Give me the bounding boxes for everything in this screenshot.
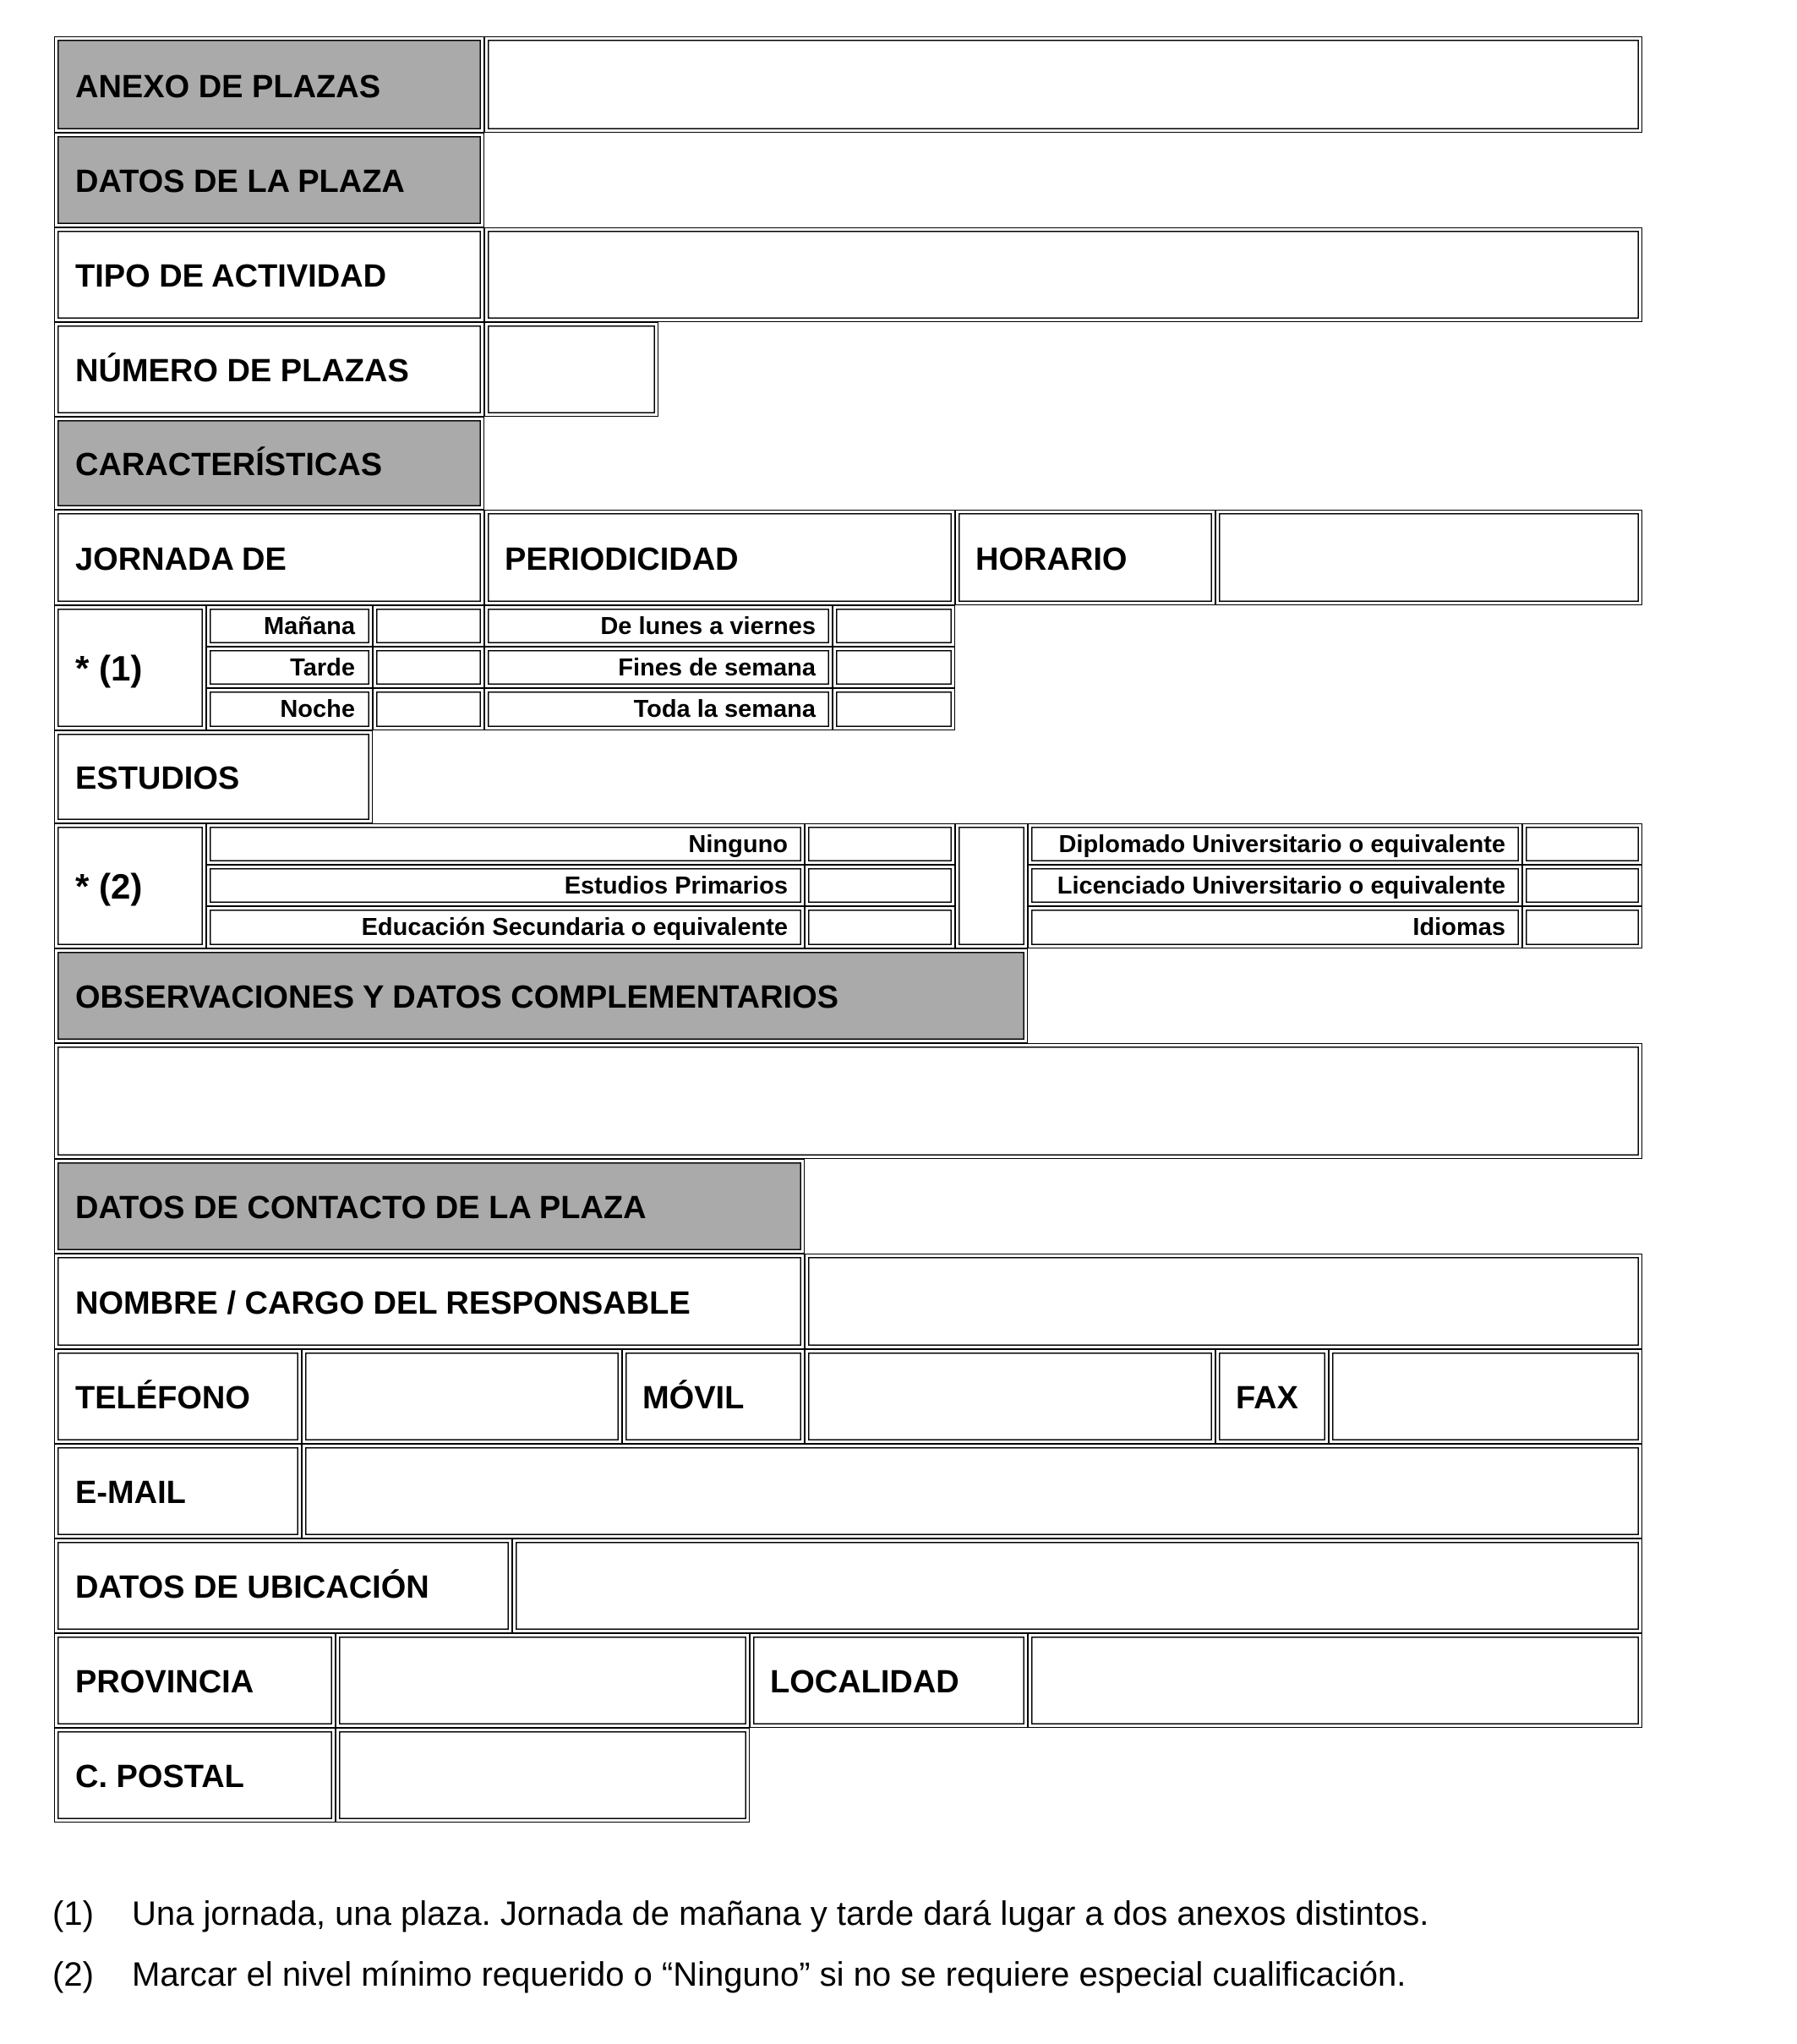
- observaciones-label: OBSERVACIONES Y DATOS COMPLEMENTARIOS: [75, 980, 838, 1015]
- contacto-label: DATOS DE CONTACTO DE LA PLAZA: [75, 1190, 647, 1226]
- telefono-label: TELÉFONO: [75, 1380, 250, 1416]
- footnote-number: (1): [52, 1895, 94, 1932]
- jornada-manana-checkbox[interactable]: [373, 605, 484, 647]
- tipo-actividad-field[interactable]: [484, 227, 1642, 322]
- periodicidad-option-label: Toda la semana: [633, 696, 816, 723]
- estudios-licenciado-checkbox[interactable]: [1522, 865, 1642, 906]
- jornada-option-label: Tarde: [290, 654, 355, 681]
- jornada-noche-checkbox[interactable]: [373, 688, 484, 730]
- periodicidad-option-label: Fines de semana: [618, 654, 816, 681]
- estudios-note: * (2): [75, 866, 143, 906]
- numero-plazas-field[interactable]: [484, 322, 658, 417]
- estudios-option-label: Ninguno: [688, 831, 788, 858]
- email-field[interactable]: [302, 1444, 1642, 1538]
- jornada-de-label: JORNADA DE: [75, 542, 287, 577]
- movil-field[interactable]: [805, 1349, 1215, 1444]
- estudios-diplomado-checkbox[interactable]: [1522, 823, 1642, 865]
- jornada-note: * (1): [75, 648, 143, 688]
- telefono-field[interactable]: [302, 1349, 622, 1444]
- footnote-text: Marcar el nivel mínimo requerido o “Ninguno” si no se requiere especial cualificación.: [132, 1956, 1406, 1993]
- estudios-idiomas-checkbox[interactable]: [1522, 906, 1642, 948]
- postal-label: C. POSTAL: [75, 1759, 244, 1795]
- localidad-label: LOCALIDAD: [770, 1664, 959, 1700]
- responsable-field[interactable]: [805, 1254, 1642, 1349]
- movil-label: MÓVIL: [642, 1380, 745, 1416]
- numero-plazas-label: NÚMERO DE PLAZAS: [75, 353, 409, 389]
- jornada-tarde-checkbox[interactable]: [373, 647, 484, 688]
- periodicidad-fines-semana-checkbox[interactable]: [833, 647, 955, 688]
- horario-label: HORARIO: [975, 542, 1128, 577]
- estudios-spacer: [955, 823, 1028, 948]
- email-label: E-MAIL: [75, 1475, 186, 1511]
- footnote-number: (2): [52, 1956, 94, 1993]
- fax-label: FAX: [1236, 1380, 1298, 1416]
- anexo-plazas-label: ANEXO DE PLAZAS: [75, 69, 381, 105]
- fax-field[interactable]: [1329, 1349, 1642, 1444]
- estudios-option-label: Estudios Primarios: [564, 872, 788, 899]
- provincia-field[interactable]: [336, 1633, 750, 1728]
- periodicidad-option-label: De lunes a viernes: [600, 613, 816, 640]
- provincia-label: PROVINCIA: [75, 1664, 254, 1700]
- jornada-option-label: Noche: [280, 696, 355, 723]
- estudios-secundaria-checkbox[interactable]: [805, 906, 955, 948]
- anexo-plazas-field[interactable]: [484, 36, 1642, 133]
- tipo-actividad-label: TIPO DE ACTIVIDAD: [75, 259, 387, 294]
- jornada-option-label: Mañana: [264, 613, 355, 640]
- estudios-label: ESTUDIOS: [75, 761, 240, 796]
- ubicacion-field[interactable]: [512, 1538, 1642, 1633]
- estudios-option-label: Diplomado Universitario o equivalente: [1058, 831, 1505, 858]
- datos-plaza-label: DATOS DE LA PLAZA: [75, 164, 405, 199]
- ubicacion-label: DATOS DE UBICACIÓN: [75, 1570, 429, 1605]
- estudios-ninguno-checkbox[interactable]: [805, 823, 955, 865]
- footnote-text: Una jornada, una plaza. Jornada de mañana y tarde dará lugar a dos anexos distintos.: [132, 1895, 1429, 1932]
- horario-field[interactable]: [1215, 510, 1642, 605]
- estudios-option-label: Licenciado Universitario o equivalente: [1057, 872, 1505, 899]
- estudios-option-label: Educación Secundaria o equivalente: [361, 914, 788, 941]
- periodicidad-toda-semana-checkbox[interactable]: [833, 688, 955, 730]
- caracteristicas-label: CARACTERÍSTICAS: [75, 447, 383, 483]
- responsable-label: NOMBRE / CARGO DEL RESPONSABLE: [75, 1286, 691, 1321]
- periodicidad-lunes-viernes-checkbox[interactable]: [833, 605, 955, 647]
- periodicidad-label: PERIODICIDAD: [505, 542, 739, 577]
- postal-field[interactable]: [336, 1728, 750, 1823]
- estudios-primarios-checkbox[interactable]: [805, 865, 955, 906]
- localidad-field[interactable]: [1028, 1633, 1642, 1728]
- estudios-option-label: Idiomas: [1412, 914, 1505, 941]
- observaciones-field[interactable]: [54, 1043, 1642, 1159]
